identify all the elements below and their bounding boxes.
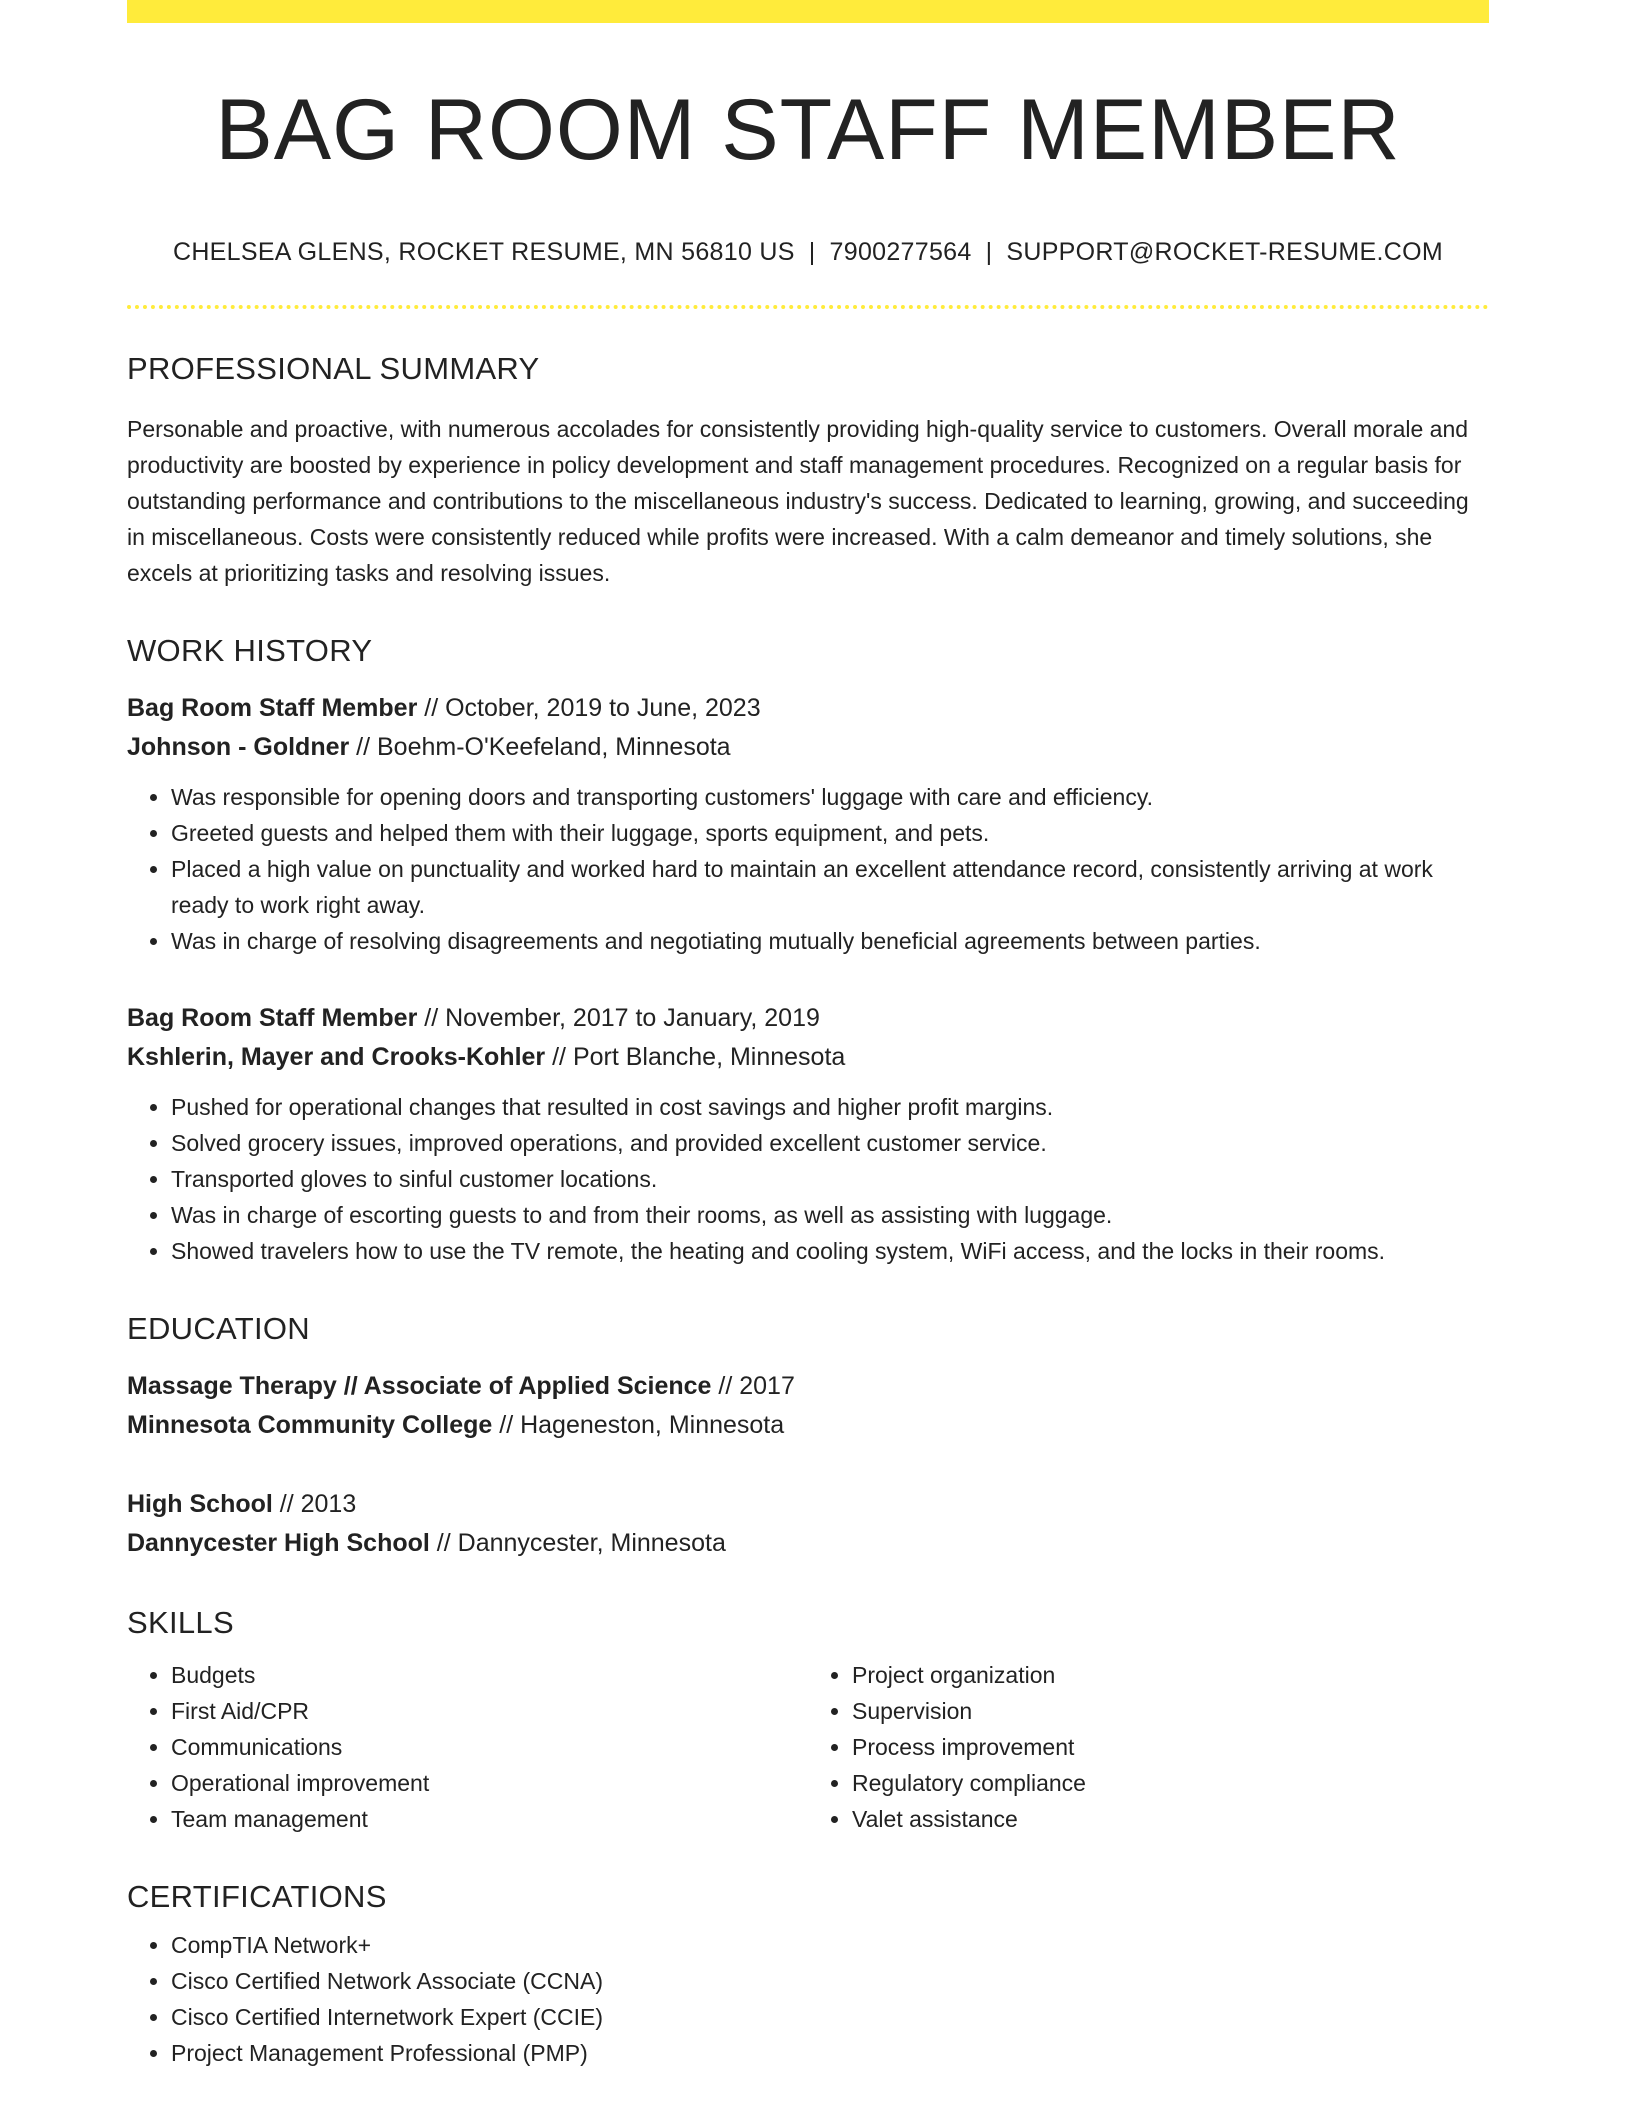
education-degree-line	[127, 1485, 1489, 1524]
education-degree-line	[127, 1367, 1489, 1406]
contact-address: CHELSEA GLENS, ROCKET RESUME, MN 56810 US	[172, 237, 795, 266]
education-degree: High School	[127, 1489, 273, 1518]
job-bullets	[127, 1089, 1489, 1269]
skills-column-right	[808, 1657, 1489, 1837]
work-history-list	[127, 689, 1489, 1269]
work-history-heading: WORK HISTORY	[127, 632, 373, 668]
skill-item: • Supervision	[852, 1693, 1489, 1729]
job-title: Bag Room Staff Member	[127, 693, 418, 722]
job-company-line	[127, 1038, 1489, 1077]
contact-email: SUPPORT@ROCKET-RESUME.COM	[1006, 237, 1444, 266]
summary-text: Personable and proactive, with numerous accolades for consistently providing high-quality service to customers. Overall morale and productivity are boosted by experience in policy development and staff management procedures. Recognized on a regular basis for outstanding performance and contributions to the miscellaneous industry's success. Dedicated to learning, growing, and succeeding in miscellaneous. Costs were consistently reduced while profits were increased. With a calm demeanor and timely solutions, she excels at prioritizing tasks and resolving issues.	[127, 415, 1469, 586]
certification-item: • CompTIA Network+	[171, 1927, 1489, 1963]
certifications-list	[127, 1927, 1489, 2071]
job-dates: // November, 2017 to January, 2019	[417, 1003, 820, 1032]
job-bullet: • Showed travelers how to use the TV remote, the heating and cooling system, WiFi access, and the locks in their rooms.	[171, 1233, 1489, 1269]
education-school: Dannycester High School	[127, 1528, 430, 1557]
job-entry	[127, 689, 1489, 959]
skill-item: • Communications	[171, 1729, 808, 1765]
certification-item: • Cisco Certified Network Associate (CCNA)	[171, 1963, 1489, 1999]
education-location: // Dannycester, Minnesota	[429, 1528, 726, 1557]
education-heading: EDUCATION	[127, 1310, 310, 1346]
job-location: // Port Blanche, Minnesota	[545, 1042, 846, 1071]
skills-grid	[127, 1657, 1489, 1837]
skill-item: • Operational improvement	[171, 1765, 808, 1801]
job-bullet: • Was in charge of resolving disagreements and negotiating mutually beneficial agreements between parties.	[171, 923, 1489, 959]
job-company: Kshlerin, Mayer and Crooks-Kohler	[127, 1042, 546, 1071]
skill-item: • Process improvement	[852, 1729, 1489, 1765]
skill-item: • Project organization	[852, 1657, 1489, 1693]
skill-item: • Valet assistance	[852, 1801, 1489, 1837]
education-entry	[127, 1367, 1489, 1445]
job-company: Johnson - Goldner	[127, 732, 350, 761]
job-dates: // October, 2019 to June, 2023	[417, 693, 761, 722]
skill-item: • Regulatory compliance	[852, 1765, 1489, 1801]
skill-item: • First Aid/CPR	[171, 1693, 808, 1729]
resume-page	[127, 0, 1489, 2071]
resume-title: BAG ROOM STAFF MEMBER	[215, 82, 1401, 178]
job-title-line	[127, 689, 1489, 728]
education-degree: Massage Therapy // Associate of Applied Science	[127, 1371, 712, 1400]
certification-item: • Cisco Certified Internetwork Expert (CCIE)	[171, 1999, 1489, 2035]
contact-phone: 7900277564	[829, 237, 972, 266]
certifications-heading: CERTIFICATIONS	[127, 1878, 387, 1914]
contact-line	[127, 238, 1489, 267]
summary-heading: PROFESSIONAL SUMMARY	[127, 350, 540, 386]
contact-separator: |	[985, 237, 993, 266]
job-bullets	[127, 779, 1489, 959]
skills-heading: SKILLS	[127, 1604, 234, 1640]
job-bullet: • Transported gloves to sinful customer locations.	[171, 1161, 1489, 1197]
contact-separator: |	[808, 237, 816, 266]
job-bullet: • Was responsible for opening doors and transporting customers' luggage with care and efficiency.	[171, 779, 1489, 815]
job-bullet: • Greeted guests and helped them with their luggage, sports equipment, and pets.	[171, 815, 1489, 851]
job-bullet: • Was in charge of escorting guests to and from their rooms, as well as assisting with luggage.	[171, 1197, 1489, 1233]
education-year: // 2017	[711, 1371, 795, 1400]
education-location: // Hageneston, Minnesota	[492, 1410, 785, 1439]
job-bullet: • Pushed for operational changes that resulted in cost savings and higher profit margins.	[171, 1089, 1489, 1125]
education-school-line	[127, 1406, 1489, 1445]
skill-item: • Team management	[171, 1801, 808, 1837]
skills-column-left	[127, 1657, 808, 1837]
job-entry	[127, 999, 1489, 1269]
job-title-line	[127, 999, 1489, 1038]
job-bullet: • Placed a high value on punctuality and worked hard to maintain an excellent attendance record, consistently arriving at work ready to work right away.	[171, 851, 1489, 923]
top-accent-bar	[127, 0, 1489, 23]
job-company-line	[127, 728, 1489, 767]
job-location: // Boehm-O'Keefeland, Minnesota	[349, 732, 731, 761]
education-year: // 2013	[272, 1489, 357, 1518]
education-school: Minnesota Community College	[127, 1410, 493, 1439]
certification-item: • Project Management Professional (PMP)	[171, 2035, 1489, 2071]
education-list	[127, 1367, 1489, 1563]
job-title: Bag Room Staff Member	[127, 1003, 418, 1032]
education-entry	[127, 1485, 1489, 1563]
dotted-divider	[127, 305, 1489, 309]
skill-item: • Budgets	[171, 1657, 808, 1693]
job-bullet: • Solved grocery issues, improved operations, and provided excellent customer service.	[171, 1125, 1489, 1161]
education-school-line	[127, 1524, 1489, 1563]
